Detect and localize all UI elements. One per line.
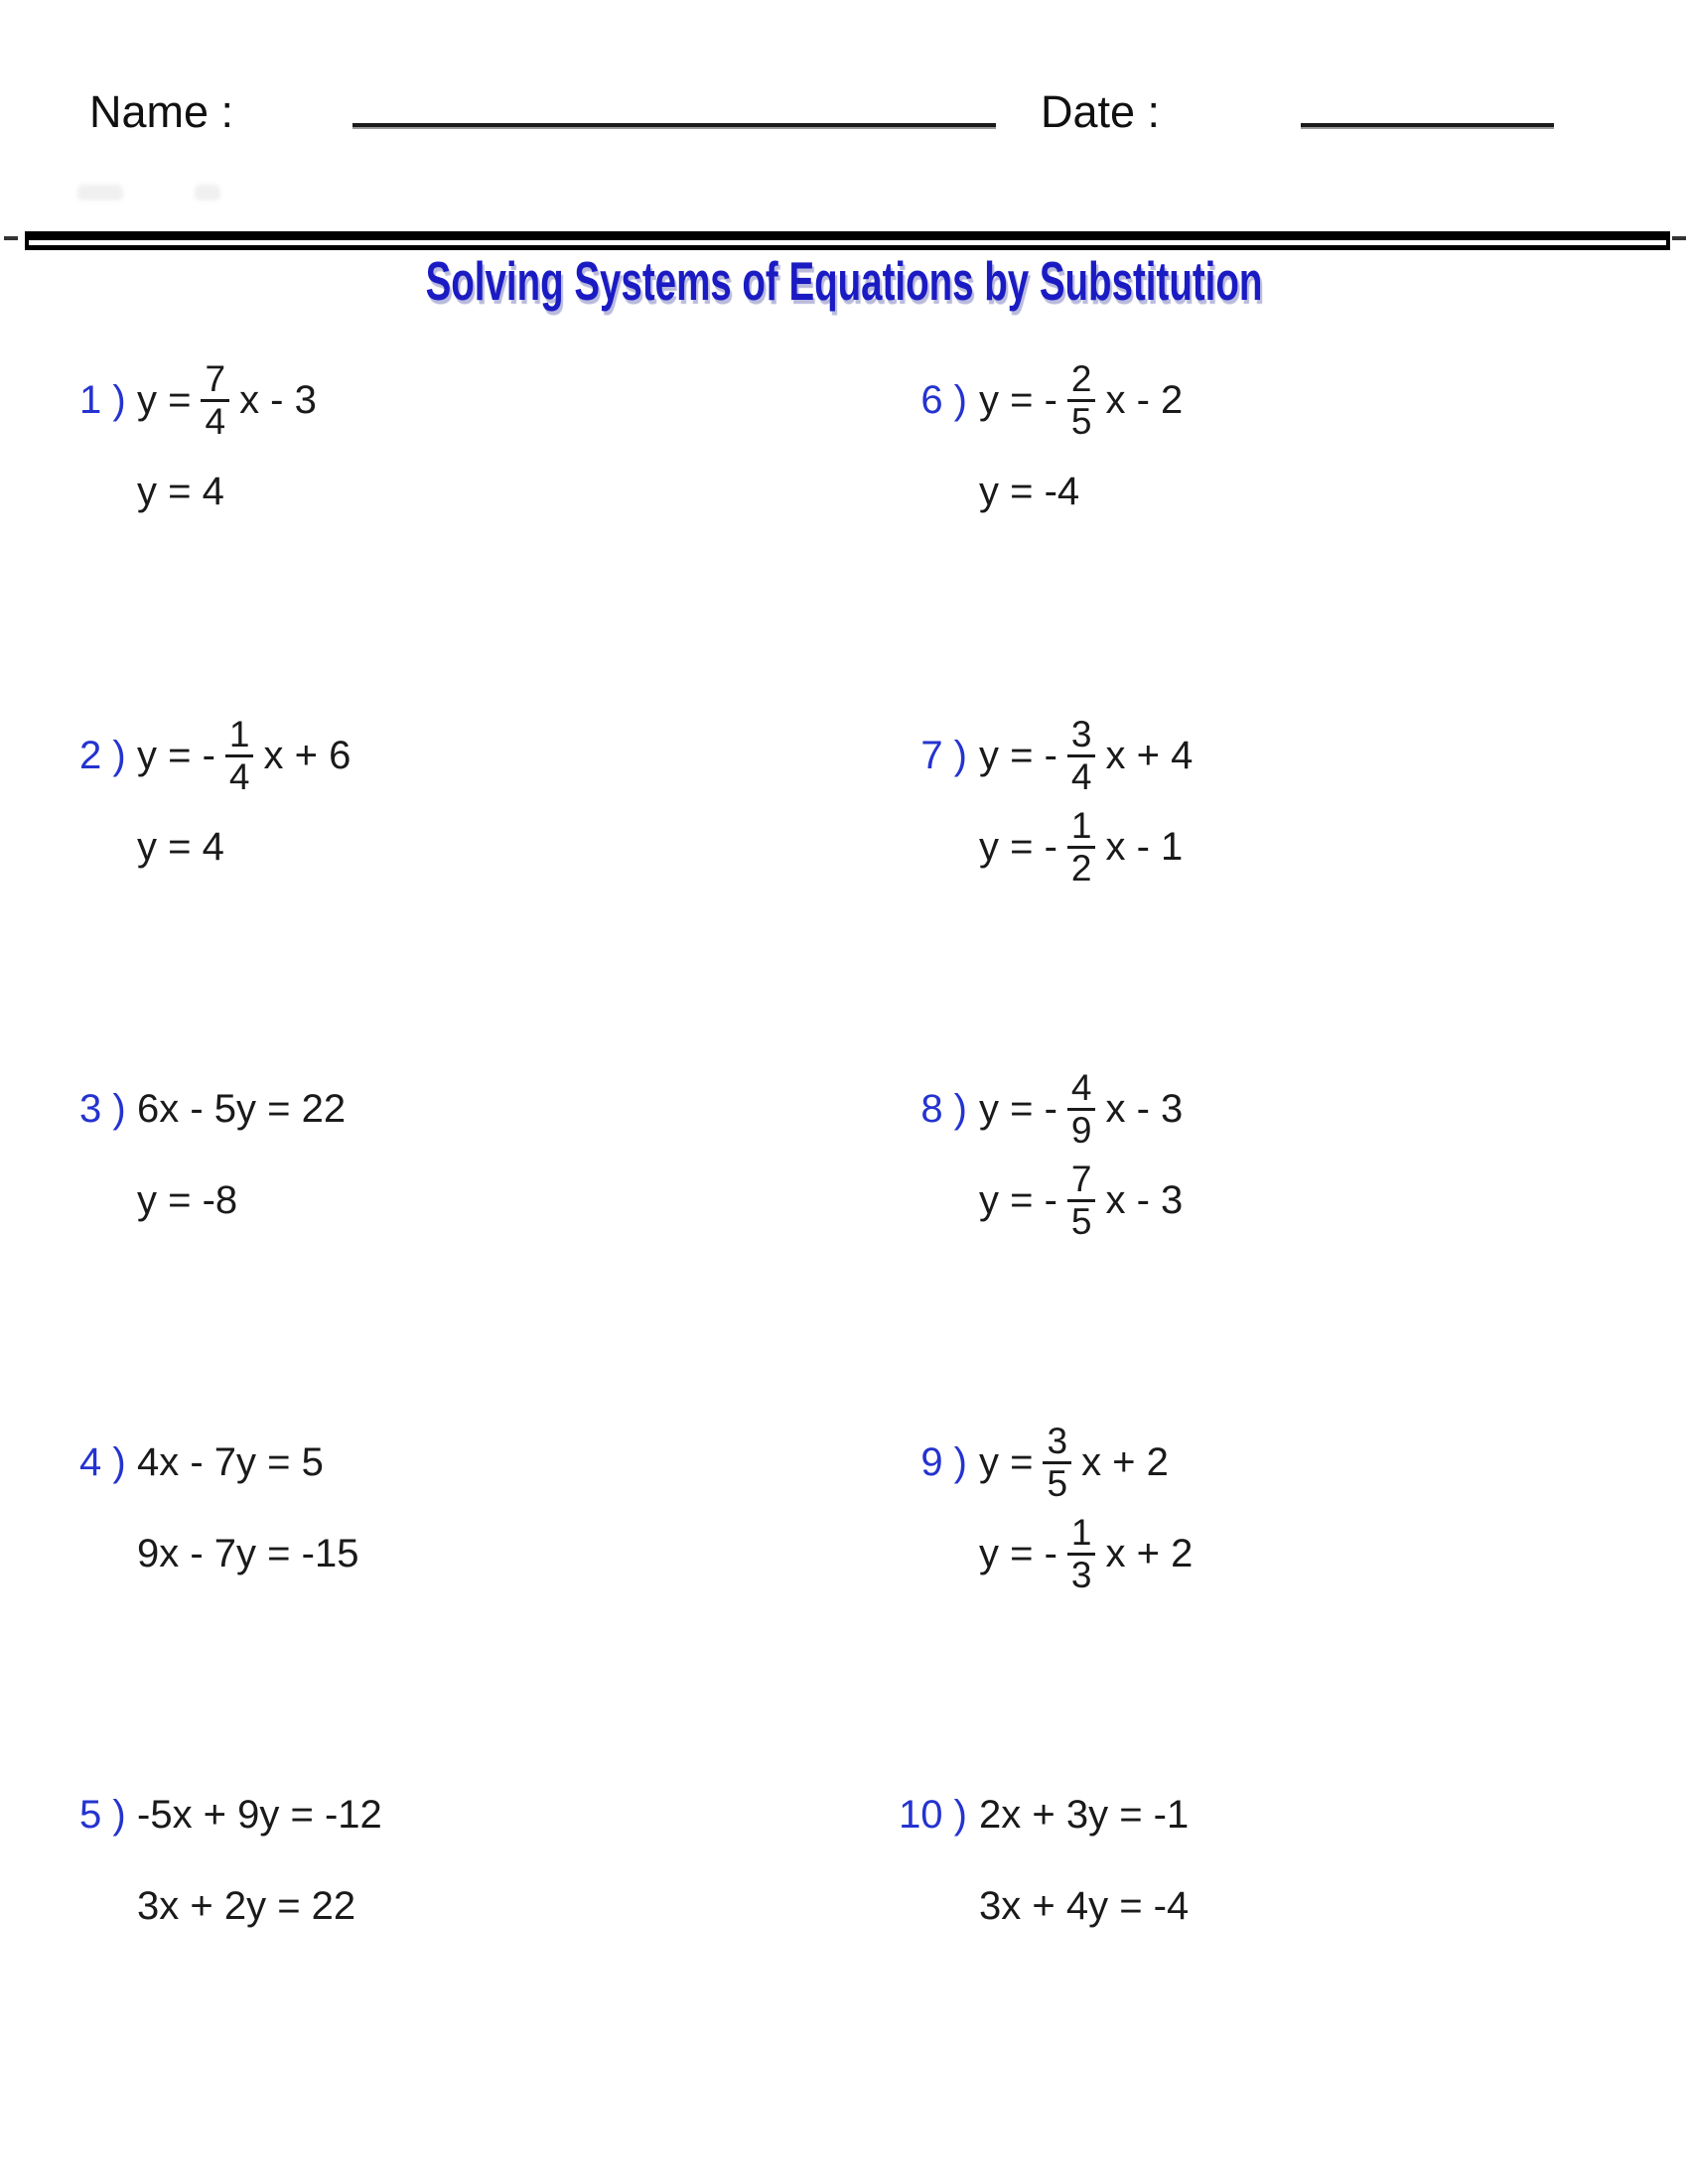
eq-pre: y = -	[979, 1086, 1057, 1131]
fraction-denominator: 4	[228, 755, 250, 797]
equation-2	[979, 446, 1183, 537]
equation-1	[137, 710, 351, 801]
eq-pre: y = -	[979, 1177, 1057, 1222]
equations	[137, 1063, 346, 1246]
fraction	[1067, 1512, 1096, 1595]
eq-post: x - 3	[239, 377, 317, 422]
fraction-denominator: 2	[1070, 847, 1092, 888]
eq-pre: y = -	[979, 824, 1057, 869]
equations	[137, 710, 351, 892]
equation-2	[137, 446, 317, 537]
eq-pre: 4x - 7y = 5	[137, 1439, 324, 1484]
left-dash-mark	[4, 236, 18, 240]
problem-number: 6 )	[920, 377, 967, 422]
eq-pre: y = -4	[979, 469, 1080, 513]
problem-number: 9 )	[920, 1439, 967, 1484]
problem-number: 2 )	[79, 733, 126, 777]
fraction	[225, 714, 254, 797]
fraction-numerator: 7	[1067, 1162, 1096, 1201]
problem-7	[884, 710, 1193, 892]
eq-post: x + 4	[1105, 733, 1194, 777]
equations	[979, 710, 1193, 892]
problem-10	[884, 1769, 1189, 1952]
eq-pre: -5x + 9y = -12	[137, 1792, 382, 1837]
eq-pre: y =	[979, 1439, 1034, 1484]
problem-9	[884, 1417, 1193, 1599]
equation-2	[137, 1508, 358, 1599]
name-label: Name :	[89, 86, 234, 137]
fraction	[1067, 1159, 1096, 1242]
equations	[979, 354, 1183, 537]
fraction	[1067, 805, 1096, 888]
divider-rule	[25, 231, 1670, 250]
fraction-numerator: 7	[201, 362, 229, 401]
problem-5	[79, 1769, 382, 1952]
eq-pre: 2x + 3y = -1	[979, 1792, 1190, 1837]
fraction-numerator: 4	[1067, 1071, 1096, 1110]
problem-number: 10 )	[899, 1792, 967, 1837]
equation-2	[979, 1155, 1183, 1246]
problem-4	[79, 1417, 358, 1599]
problem-6	[884, 354, 1183, 537]
equation-1	[137, 1769, 382, 1860]
equation-2	[137, 1155, 346, 1246]
eq-pre: y = 4	[137, 824, 224, 869]
eq-pre: y = -	[979, 1531, 1057, 1575]
problem-number: 4 )	[79, 1439, 126, 1484]
eq-post: x - 3	[1105, 1086, 1184, 1131]
fraction	[201, 358, 229, 442]
fraction-denominator: 5	[1070, 400, 1092, 442]
eq-post: x + 6	[263, 733, 352, 777]
fraction	[1067, 1067, 1096, 1151]
right-dash-mark	[1672, 236, 1686, 240]
equations	[137, 354, 317, 537]
fraction-numerator: 1	[1067, 809, 1096, 848]
eq-pre: y = -	[137, 733, 215, 777]
equations	[979, 1769, 1189, 1952]
problem-3	[79, 1063, 346, 1246]
eq-post: x - 2	[1105, 377, 1184, 422]
equation-1	[137, 354, 317, 446]
fraction-denominator: 4	[205, 400, 226, 442]
faded-print-artifact	[195, 185, 220, 201]
equation-2	[137, 801, 351, 892]
problem-number: 8 )	[920, 1086, 967, 1131]
fraction-denominator: 5	[1047, 1462, 1068, 1504]
equations	[137, 1417, 358, 1599]
eq-pre: y = -	[979, 377, 1057, 422]
fraction-numerator: 3	[1067, 718, 1096, 756]
fraction	[1043, 1421, 1071, 1504]
eq-pre: 3x + 2y = 22	[137, 1883, 356, 1928]
equation-1	[979, 1417, 1193, 1508]
eq-pre: 9x - 7y = -15	[137, 1531, 359, 1575]
eq-pre: 6x - 5y = 22	[137, 1086, 347, 1131]
eq-post: x - 3	[1105, 1177, 1184, 1222]
equation-1	[137, 1063, 346, 1155]
problem-number: 7 )	[920, 733, 967, 777]
equation-2	[979, 1508, 1193, 1599]
faded-print-artifact	[77, 185, 123, 201]
equation-2	[137, 1860, 382, 1952]
eq-pre: y = 4	[137, 469, 224, 513]
eq-post: x + 2	[1081, 1439, 1169, 1484]
fraction-numerator: 1	[1067, 1516, 1096, 1555]
fraction-denominator: 5	[1070, 1200, 1092, 1242]
title-wrap	[0, 251, 1688, 312]
fraction-denominator: 3	[1070, 1554, 1092, 1595]
problem-number: 3 )	[79, 1086, 126, 1131]
name-blank-line	[352, 123, 996, 127]
equation-1	[979, 354, 1183, 446]
worksheet-title: Solving Systems of Equations by Substitution	[425, 250, 1263, 312]
equation-1	[137, 1417, 358, 1508]
equation-1	[979, 1063, 1183, 1155]
equation-2	[979, 1860, 1189, 1952]
eq-pre: y =	[137, 377, 192, 422]
equations	[979, 1063, 1183, 1246]
fraction-denominator: 9	[1070, 1109, 1092, 1151]
fraction-numerator: 3	[1043, 1425, 1071, 1463]
fraction	[1067, 358, 1096, 442]
eq-pre: y = -8	[137, 1177, 238, 1222]
fraction-numerator: 1	[225, 718, 254, 756]
equations	[137, 1769, 382, 1952]
fraction-numerator: 2	[1067, 362, 1096, 401]
fraction	[1067, 714, 1096, 797]
problem-1	[79, 354, 317, 537]
eq-pre: 3x + 4y = -4	[979, 1883, 1190, 1928]
eq-pre: y = -	[979, 733, 1057, 777]
date-label: Date :	[1041, 86, 1161, 137]
date-blank-line	[1301, 123, 1554, 127]
equation-2	[979, 801, 1193, 892]
equation-1	[979, 1769, 1189, 1860]
problem-number: 1 )	[79, 377, 126, 422]
equations	[979, 1417, 1193, 1599]
eq-post: x + 2	[1105, 1531, 1194, 1575]
problem-2	[79, 710, 351, 892]
problem-number: 5 )	[79, 1792, 126, 1837]
problem-8	[884, 1063, 1183, 1246]
fraction-denominator: 4	[1070, 755, 1092, 797]
eq-post: x - 1	[1105, 824, 1184, 869]
equation-1	[979, 710, 1193, 801]
